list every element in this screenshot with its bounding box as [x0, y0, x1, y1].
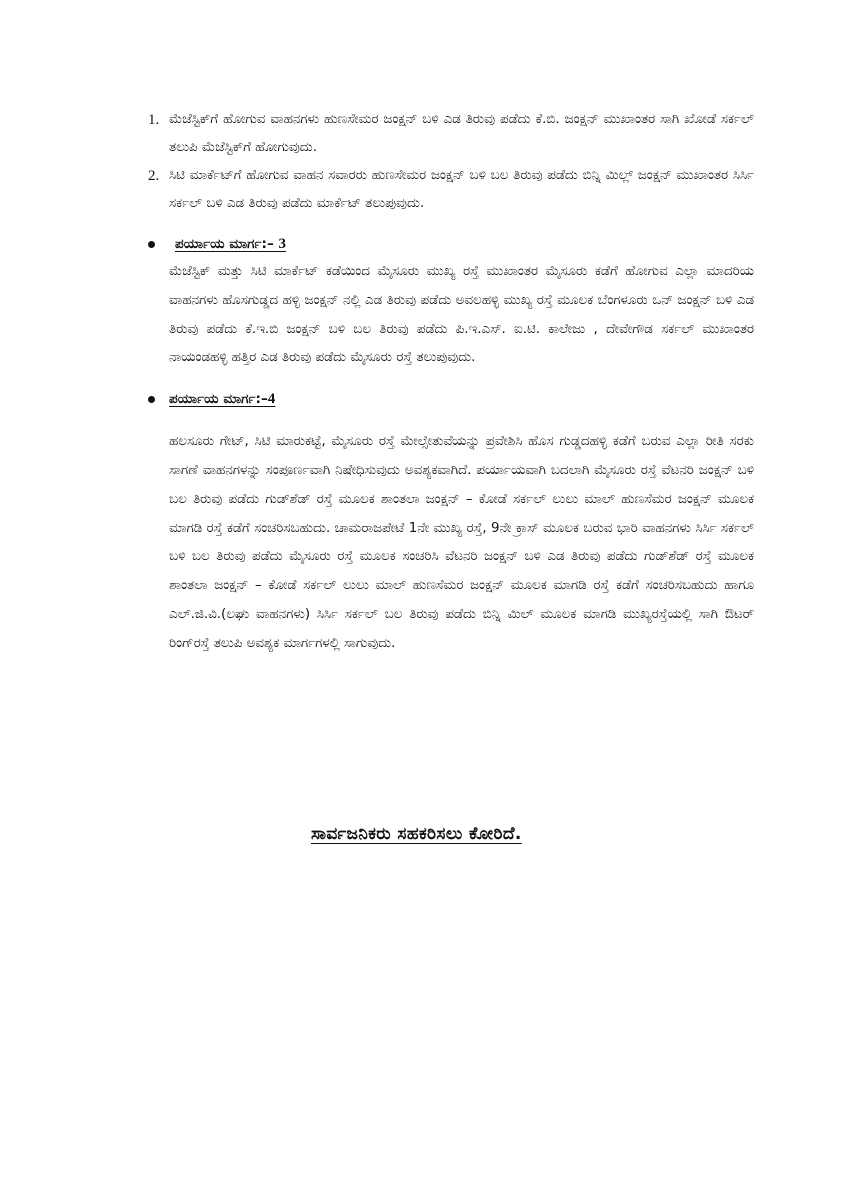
document-body — [142, 106, 754, 659]
route-4-heading — [142, 386, 754, 412]
list-item — [142, 162, 754, 218]
route-3-heading — [142, 231, 754, 257]
list-item — [142, 106, 754, 162]
route-3-title — [175, 231, 286, 257]
bullet-icon — [148, 241, 155, 248]
route-4-title — [169, 386, 275, 412]
route-3-label: ಪರ್ಯಾಯ ಮಾರ್ಗ:– — [175, 236, 279, 252]
list-item-number: 2. — [148, 168, 160, 184]
closing-note: ಸಾರ್ವಜನಿಕರು ಸಹಕರಿಸಲು ಕೋರಿದೆ. — [311, 824, 522, 844]
route-4-label: ಪರ್ಯಾಯ ಮಾರ್ಗ:– — [169, 391, 268, 408]
bullet-icon — [148, 396, 155, 403]
numbered-list — [142, 106, 754, 218]
route-3-number: 3 — [278, 236, 286, 252]
list-item-text: ಸಿಟಿ ಮಾರ್ಕೆಟ್‌ಗೆ ಹೋಗುವ ವಾಹನ ಸವಾರರು ಹುಣಸೇಮರ ಜಂಕ್ಷನ್ ಬಳಿ ಬಲ ತಿರುವು ಪಡೆದು ಬಿನ್ನಿ ಮಿಲ್ಲ್ ಜಂಕ್ಷನ್ ಮುಖಾಂತರ ಸಿರ್ಸಿ ಸರ್ಕಲ್ ಬಳಿ ಎಡ ತಿರುವು ಪಡೆದು ಮಾರ್ಕೆಟ್ ತಲುಪುವುದು. — [169, 168, 754, 211]
route-3-paragraph: ಮೆಜೆಸ್ಟಿಕ್ ಮತ್ತು ಸಿಟಿ ಮಾರ್ಕೆಟ್ ಕಡೆಯಿಂದ ಮೈಸೂರು ಮುಖ್ಯ ರಸ್ತೆ ಮುಖಾಂತರ ಮೈಸೂರು ಕಡೆಗೆ ಹೋಗುವ ಎಲ್ಲಾ ಮಾದರಿಯ ವಾಹನಗಳು ಹೊಸಗುಡ್ಡದ ಹಳ್ಳಿ ಜಂಕ್ಷನ್ ನಲ್ಲಿ ಎಡ ತಿರುವು ಪಡೆದು ಅವಲಹಳ್ಳಿ ಮುಖ್ಯ ರಸ್ತೆ ಮೂಲಕ ಬೆಂಗಳೂರು ಒನ್ ಜಂಕ್ಷನ್ ಬಳಿ ಎಡ ತಿರುವು ಪಡೆದು ಕೆ.ಇ.ಬಿ ಜಂಕ್ಷನ್ ಬಳಿ ಬಲ ತಿರುವು ಪಡೆದು ಪಿ.ಇ.ಎಸ್. ಐ.ಟಿ. ಕಾಲೇಜು , ದೇವೇಗೌಡ ಸರ್ಕಲ್ ಮುಖಾಂತರ ನಾಯಂಡಹಳ್ಳಿ ಹತ್ತಿರ ಎಡ ತಿರುವು ಪಡೆದು ಮೈಸೂರು ರಸ್ತೆ ತಲುಪುವುದು. — [169, 264, 754, 366]
route-4-paragraph: ಹಲಸೂರು ಗೇಟ್, ಸಿಟಿ ಮಾರುಕಟ್ಟೆ, ಮೈಸೂರು ರಸ್ತೆ ಮೇಲ್ಸೇತುವೆಯನ್ನು ಪ್ರವೇಶಿಸಿ ಹೊಸ ಗುಡ್ಡದಹಳ್ಳಿ ಕಡೆಗೆ ಬರುವ ಎಲ್ಲಾ ರೀತಿ ಸರಕು ಸಾಗಣೆ ವಾಹನಗಳನ್ನು ಸಂಪೂರ್ಣವಾಗಿ ನಿಷೇಧಿಸುವುದು ಅವಶ್ಯಕವಾಗಿದೆ. ಪರ್ಯಾಯವಾಗಿ ಬದಲಾಗಿ ಮೈಸೂರು ರಸ್ತೆ ವೆಟನರಿ ಜಂಕ್ಷನ್ ಬಳಿ ಬಲ ತಿರುವು ಪಡೆದು ಗುಡ್‌ಶೆಡ್ ರಸ್ತೆ ಮೂಲಕ ಶಾಂತಲಾ ಜಂಕ್ಷನ್ – ಕೋಡೆ ಸರ್ಕಲ್ ಲುಲು ಮಾಲ್ ಹುಣಸೆಮರ ಜಂಕ್ಷನ್ ಮೂಲಕ ಮಾಗಡಿ ರಸ್ತೆ ಕಡೆಗೆ ಸಂಚರಿಸಬಹುದು. ಚಾಮರಾಜಪೇಟೆ 1ನೇ ಮುಖ್ಯ ರಸ್ತೆ, 9ನೇ ಕ್ರಾಸ್ ಮೂಲಕ ಬರುವ ಭಾರಿ ವಾಹನಗಳು ಸಿರ್ಸಿ ಸರ್ಕಲ್ ಬಳಿ ಬಲ ತಿರುವು ಪಡೆದು ಮೈಸೂರು ರಸ್ತೆ ಮೂಲಕ ಸಂಚರಿಸಿ ವೆಟನರಿ ಜಂಕ್ಷನ್ ಬಳಿ ಎಡ ತಿರುವು ಪಡೆದು ಗುಡ್‌ಶೆಡ್ ರಸ್ತೆ ಮೂಲಕ ಶಾಂತಲಾ ಜಂಕ್ಷನ್ – ಕೋಡೆ ಸರ್ಕಲ್ ಲುಲು ಮಾಲ್ ಹುಣಸೆಮರ ಜಂಕ್ಷನ್ ಮೂಲಕ ಮಾಗಡಿ ರಸ್ತೆ ಕಡೆಗೆ ಸಂಚರಿಸಬಹುದು ಹಾಗೂ ಎಲ್.ಜಿ.ವಿ.(ಲಘು ವಾಹನಗಳು) ಸಿರ್ಸಿ ಸರ್ಕಲ್ ಬಲ ತಿರುವು ಪಡೆದು ಬಿನ್ನಿ ಮಿಲ್ ಮೂಲಕ ಮಾಗಡಿ ಮುಖ್ಯರಸ್ತೆಯಲ್ಲಿ ಸಾಗಿ ಔಟರ್ ರಿಂಗ್‌ರಸ್ತೆ ತಲುಪಿ ಅವಶ್ಯಕ ಮಾರ್ಗಗಳಲ್ಲಿ ಸಾಗುವುದು. — [169, 434, 754, 651]
list-item-text: ಮೆಜೆಸ್ಟಿಕ್‌ಗೆ ಹೋಗುವ ವಾಹನಗಳು ಹುಣಸೇಮರ ಜಂಕ್ಷನ್ ಬಳಿ ಎಡ ತಿರುವು ಪಡೆದು ಕೆ.ಬಿ. ಜಂಕ್ಷನ್ ಮುಖಾಂತರ ಸಾಗಿ ಖೋಡೆ ಸರ್ಕಲ್ ತಲುಪಿ ಮೆಜೆಸ್ಟಿಕ್‌ಗೆ ಹೋಗುವುದು. — [169, 112, 754, 155]
list-item-number: 1. — [148, 112, 160, 128]
route-4-number: 4 — [267, 391, 276, 408]
